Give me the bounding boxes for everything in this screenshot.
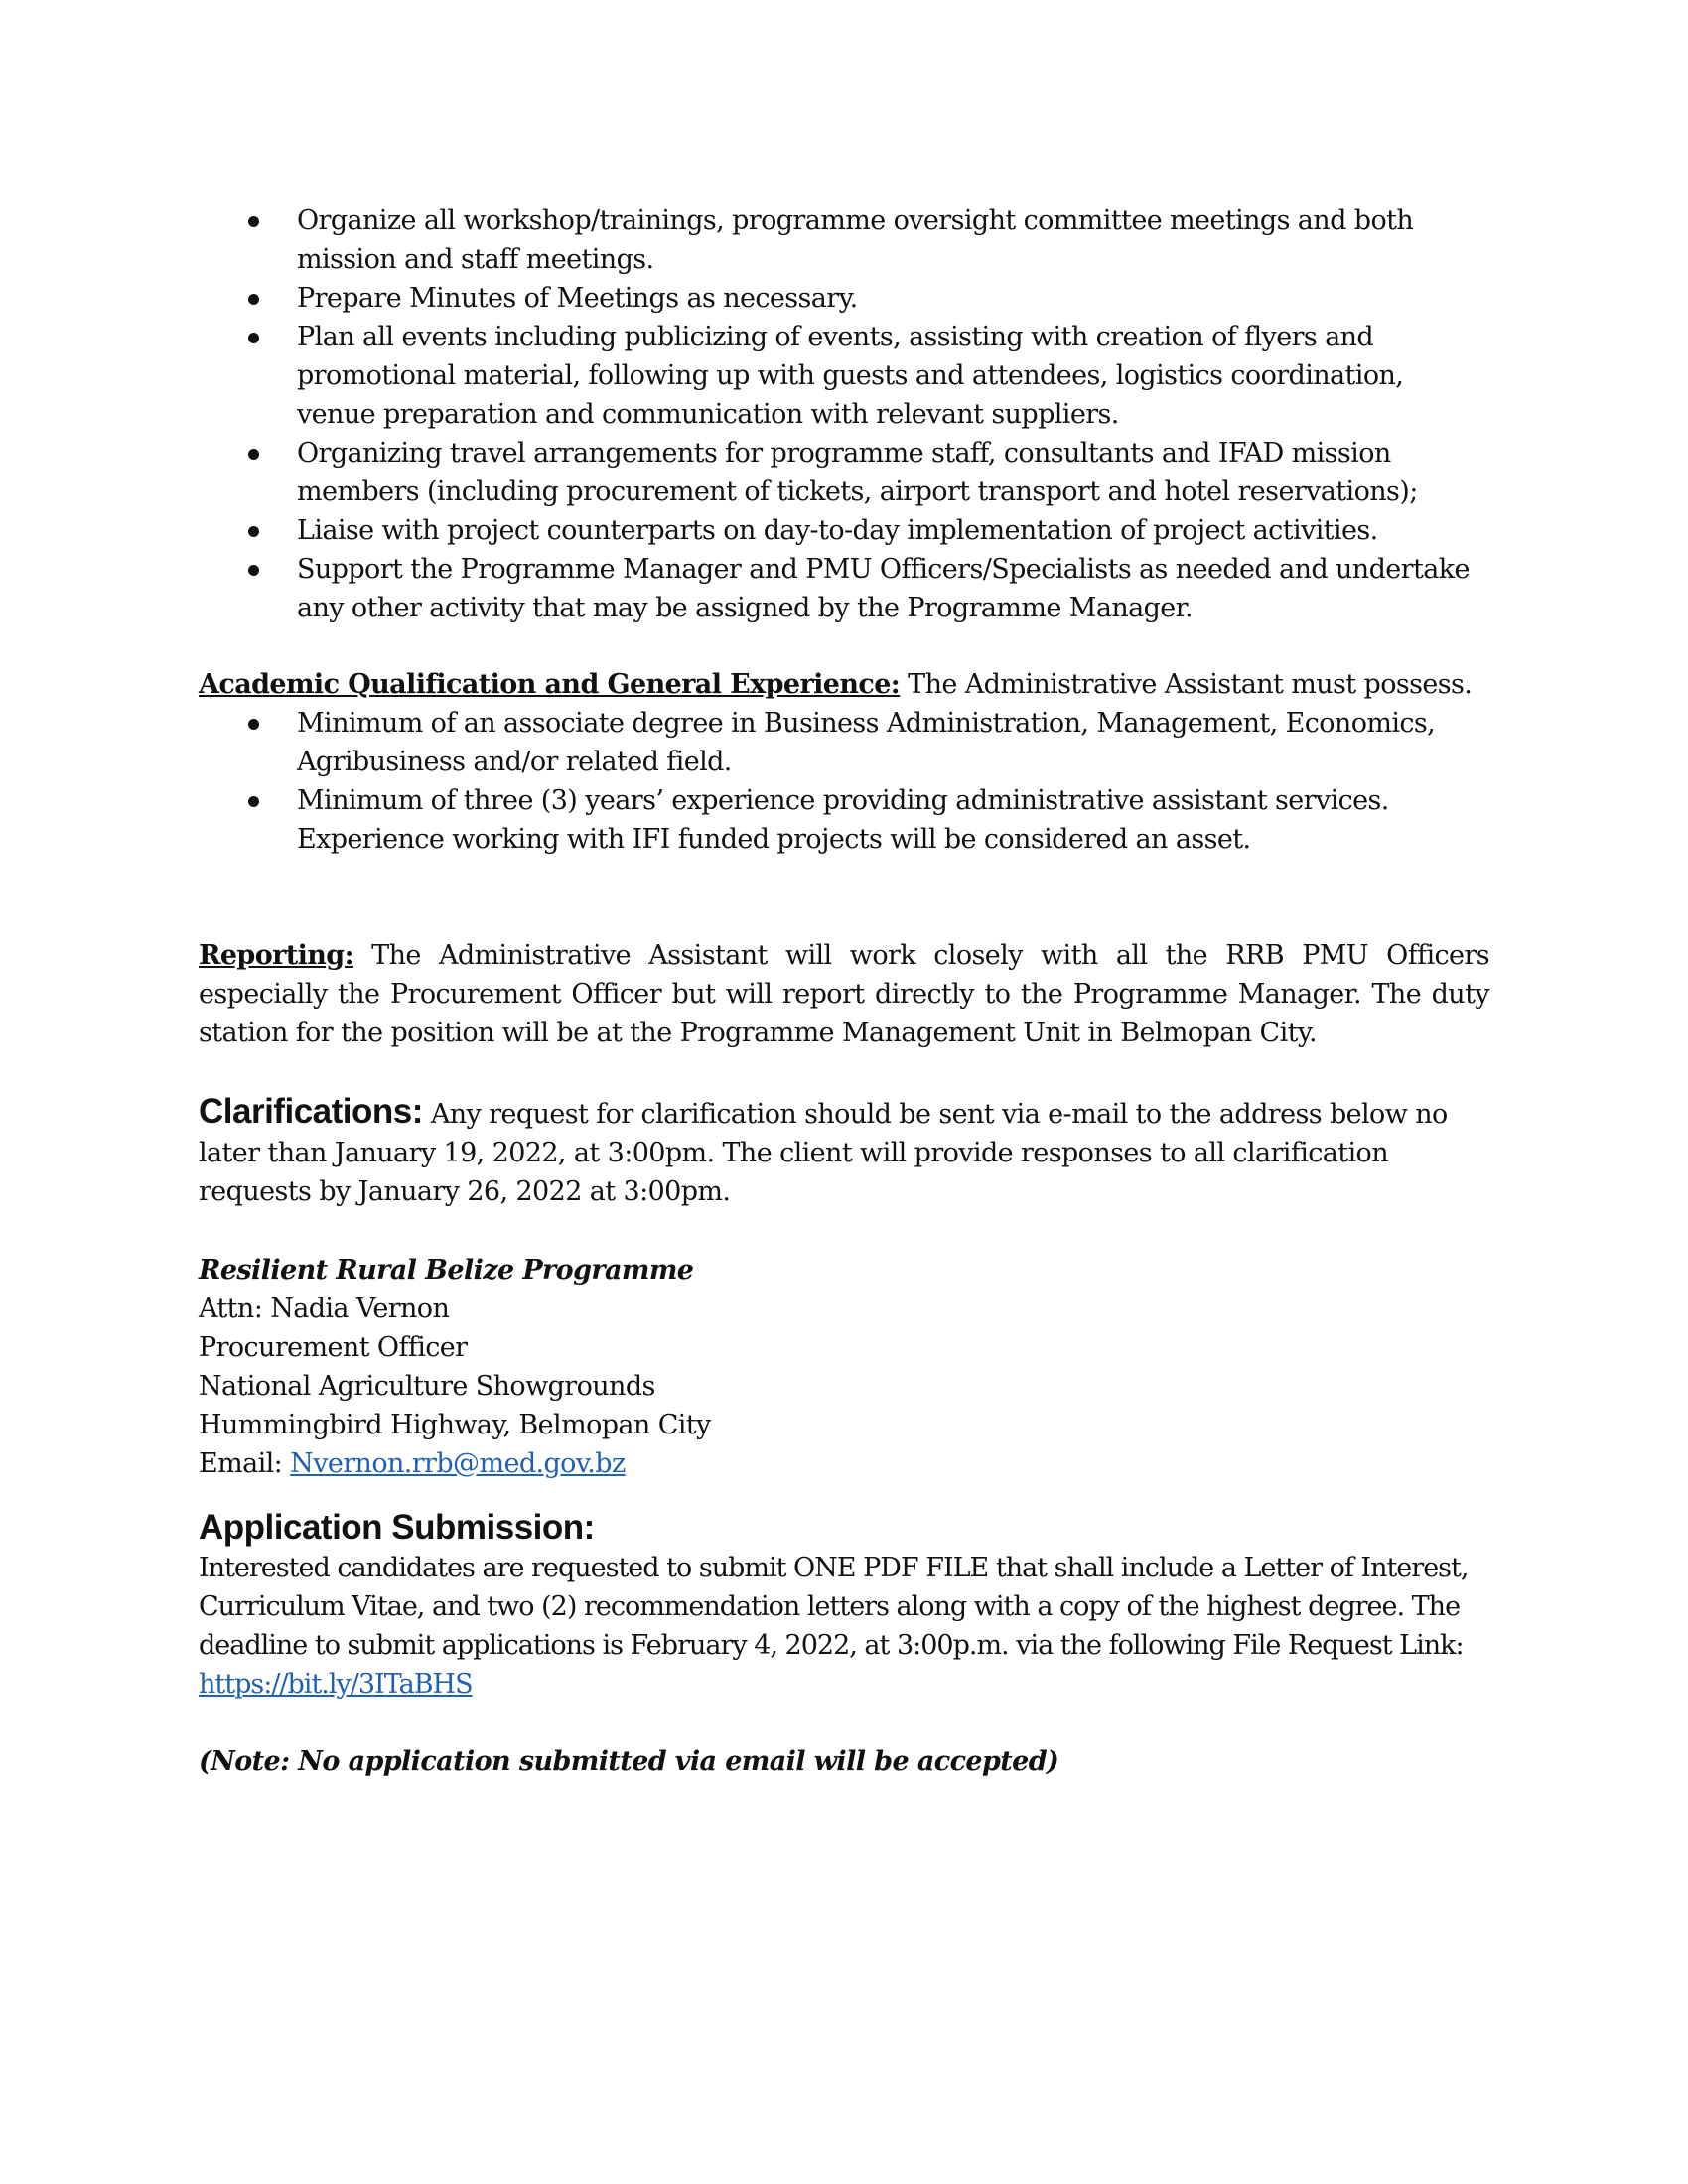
contact-location: National Agriculture Showgrounds — [199, 1371, 655, 1402]
list-item: Liaise with project counterparts on day-to-day implementation of project activities. — [199, 511, 1489, 550]
contact-address: Hummingbird Highway, Belmopan City — [199, 1410, 711, 1440]
qualification-paragraph: Academic Qualification and General Experience: The Administrative Assistant must possess. — [199, 669, 1473, 700]
bullet-icon — [248, 796, 259, 807]
spacer — [199, 1052, 1489, 1092]
contact-title: Procurement Officer — [199, 1332, 468, 1363]
reporting-heading: Reporting: — [199, 940, 353, 971]
submission-note: (Note: No application submitted via email will be accepted) — [199, 1746, 1059, 1777]
list-item: Support the Programme Manager and PMU Officers/Specialists as needed and undertake any other activity that may be assigned by the Programme Manager. — [199, 550, 1489, 627]
contact-email-line: Email: Nvernon.rrb@med.gov.bz — [199, 1448, 626, 1479]
bullet-icon — [248, 449, 259, 460]
bullet-icon — [248, 526, 259, 537]
list-item: Plan all events including publicizing of events, assisting with creation of flyers and promotional material, following up with guests and attendees, logistics coordination, venue preparation and communication with relevant suppliers. — [199, 318, 1489, 434]
bullet-icon — [248, 719, 259, 730]
page-content — [199, 202, 1489, 1781]
email-link[interactable]: Nvernon.rrb@med.gov.bz — [290, 1448, 626, 1479]
clarifications-paragraph: Clarifications: Any request for clarification should be sent via e-mail to the address below no later than January 19, 2022, at 3:00pm. The client will provide responses to all clarification requests by January 26, 2022 at 3:00pm. — [199, 1092, 1448, 1207]
list-item: Organizing travel arrangements for programme staff, consultants and IFAD mission members (including procurement of tickets, airport transport and hotel reservations); — [199, 434, 1489, 511]
clarifications-heading: Clarifications: — [199, 1092, 423, 1131]
bullet-icon — [248, 216, 259, 227]
file-request-link[interactable]: https://bit.ly/3ITaBHS — [199, 1669, 473, 1700]
submission-heading: Application Submission: — [199, 1508, 595, 1547]
list-item: Minimum of an associate degree in Business Administration, Management, Economics, Agribusiness and/or related field. — [199, 704, 1489, 781]
contact-attn: Attn: Nadia Vernon — [199, 1294, 450, 1324]
spacer — [199, 1211, 1489, 1251]
spacer — [199, 627, 1489, 665]
submission-paragraph: Interested candidates are requested to submit ONE PDF FILE that shall include a Letter of Interest, Curriculum Vitae, and two (2) recommendation letters along with a copy of the highest degree. The deadline to submit applications is February 4, 2022, at 3:00p.m. via the following File Request Link: https://bit.ly/3ITaBHS — [199, 1553, 1469, 1700]
bullet-icon — [248, 333, 259, 343]
reporting-paragraph: Reporting: The Administrative Assistant will work closely with all the RRB PMU Officers especially the Procurement Officer but will report directly to the Programme Manager. The duty station for the position will be at the Programme Management Unit in Belmopan City. — [199, 940, 1489, 1048]
spacer — [199, 859, 1489, 936]
qualification-list — [199, 704, 1489, 859]
duties-list — [199, 202, 1489, 627]
contact-organization: Resilient Rural Belize Programme — [199, 1255, 694, 1286]
qualification-heading: Academic Qualification and General Experience: — [199, 669, 901, 700]
bullet-icon — [248, 565, 259, 576]
list-item: Prepare Minutes of Meetings as necessary. — [199, 279, 1489, 318]
list-item: Organize all workshop/trainings, programme oversight committee meetings and both mission and staff meetings. — [199, 202, 1489, 279]
list-item: Minimum of three (3) years’ experience providing administrative assistant services. Experience working with IFI funded projects will be considered an asset. — [199, 781, 1489, 859]
bullet-icon — [248, 294, 259, 305]
spacer — [199, 1483, 1489, 1507]
spacer — [199, 1704, 1489, 1742]
contact-block — [199, 1251, 1489, 1483]
